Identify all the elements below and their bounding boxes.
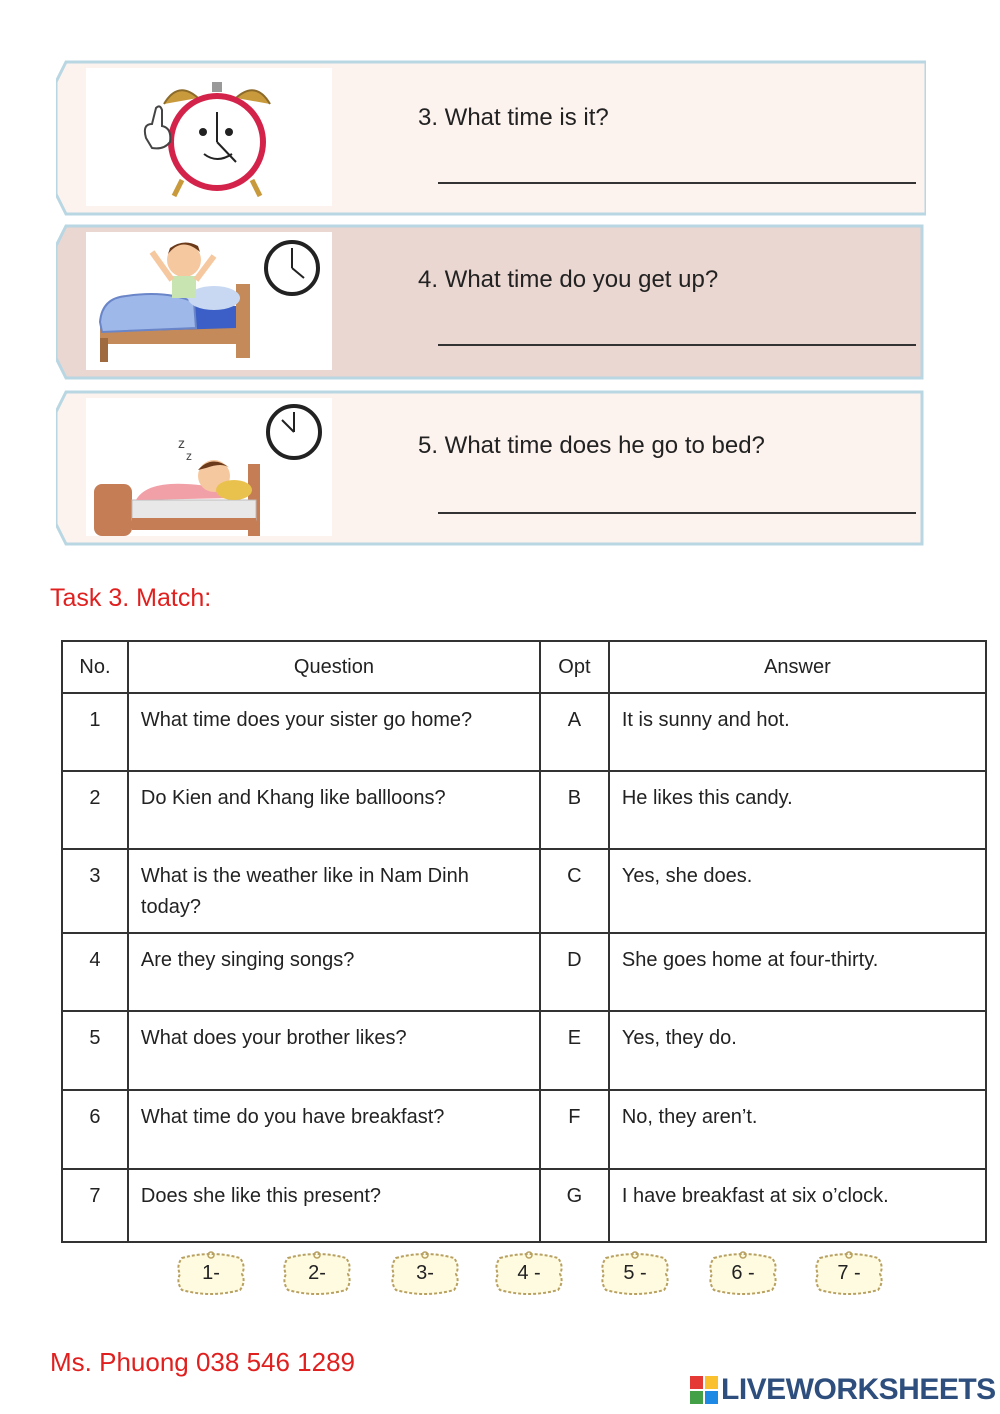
- row-option: C: [540, 849, 609, 933]
- question-text: 3. What time is it?: [418, 104, 609, 131]
- table-row: [62, 1090, 986, 1169]
- row-question: What is the weather like in Nam Dinh today?: [128, 849, 540, 933]
- row-option: E: [540, 1011, 609, 1090]
- boy-waking-up-icon: [86, 232, 332, 370]
- question-text: 5. What time does he go to bed?: [418, 432, 765, 459]
- answer-box-2[interactable]: [278, 1250, 356, 1298]
- row-question: Does she like this present?: [128, 1169, 540, 1242]
- table-row: [62, 933, 986, 1011]
- row-question: Are they singing songs?: [128, 933, 540, 1011]
- row-question: What does your brother likes?: [128, 1011, 540, 1090]
- task-title: Task 3. Match:: [50, 584, 212, 612]
- answer-line[interactable]: [438, 486, 916, 514]
- question-text: 4. What time do you get up?: [418, 266, 719, 293]
- row-number: 5: [62, 1011, 128, 1090]
- row-option: G: [540, 1169, 609, 1242]
- svg-text:z: z: [186, 449, 192, 463]
- match-table: [61, 640, 987, 1243]
- row-answer: I have breakfast at six o’clock.: [609, 1169, 986, 1242]
- answer-box-label: 7 -: [837, 1262, 861, 1284]
- answer-box-label: 6 -: [731, 1262, 755, 1284]
- row-option: F: [540, 1090, 609, 1169]
- row-number: 2: [62, 771, 128, 849]
- row-question: What time do you have breakfast?: [128, 1090, 540, 1169]
- table-header-row: [62, 641, 986, 693]
- header-answer: Answer: [609, 641, 986, 693]
- table-row: [62, 771, 986, 849]
- row-answer: Yes, she does.: [609, 849, 986, 933]
- answer-box-label: 3-: [416, 1262, 434, 1284]
- answer-box-label: 5 -: [623, 1262, 647, 1284]
- row-option: B: [540, 771, 609, 849]
- header-opt: Opt: [540, 641, 609, 693]
- header-no: No.: [62, 641, 128, 693]
- row-number: 1: [62, 693, 128, 771]
- answer-box-6[interactable]: [704, 1250, 782, 1298]
- row-question: Do Kien and Khang like ballloons?: [128, 771, 540, 849]
- answer-line[interactable]: [438, 156, 916, 184]
- answer-box-label: 4 -: [517, 1262, 541, 1284]
- table-row: [62, 849, 986, 933]
- table-row: [62, 1011, 986, 1090]
- question-card-5: [56, 390, 926, 546]
- liveworksheets-logo-icon: [690, 1376, 718, 1404]
- row-number: 3: [62, 849, 128, 933]
- row-number: 6: [62, 1090, 128, 1169]
- row-answer: No, they aren’t.: [609, 1090, 986, 1169]
- row-number: 7: [62, 1169, 128, 1242]
- answer-box-4[interactable]: [490, 1250, 568, 1298]
- svg-text:z: z: [178, 435, 185, 451]
- brand-logo[interactable]: [690, 1372, 996, 1408]
- answer-box-7[interactable]: [810, 1250, 888, 1298]
- row-number: 4: [62, 933, 128, 1011]
- row-question: What time does your sister go home?: [128, 693, 540, 771]
- row-answer: She goes home at four-thirty.: [609, 933, 986, 1011]
- row-option: D: [540, 933, 609, 1011]
- row-option: A: [540, 693, 609, 771]
- row-answer: It is sunny and hot.: [609, 693, 986, 771]
- brand-name: LIVEWORKSHEETS: [721, 1373, 996, 1406]
- answer-box-5[interactable]: [596, 1250, 674, 1298]
- table-row: [62, 693, 986, 771]
- answer-box-1[interactable]: [172, 1250, 250, 1298]
- answer-box-label: 1-: [202, 1262, 220, 1284]
- boy-sleeping-icon: [86, 398, 332, 536]
- question-card-4: [56, 224, 926, 380]
- answer-box-label: 2-: [308, 1262, 326, 1284]
- author-credit: Ms. Phuong 038 546 1289: [50, 1347, 356, 1377]
- answer-line[interactable]: [438, 318, 916, 346]
- alarm-clock-icon: [86, 68, 332, 206]
- question-card-3: [56, 60, 926, 216]
- row-answer: He likes this candy.: [609, 771, 986, 849]
- row-answer: Yes, they do.: [609, 1011, 986, 1090]
- answer-box-3[interactable]: [386, 1250, 464, 1298]
- table-row: [62, 1169, 986, 1242]
- header-question: Question: [128, 641, 540, 693]
